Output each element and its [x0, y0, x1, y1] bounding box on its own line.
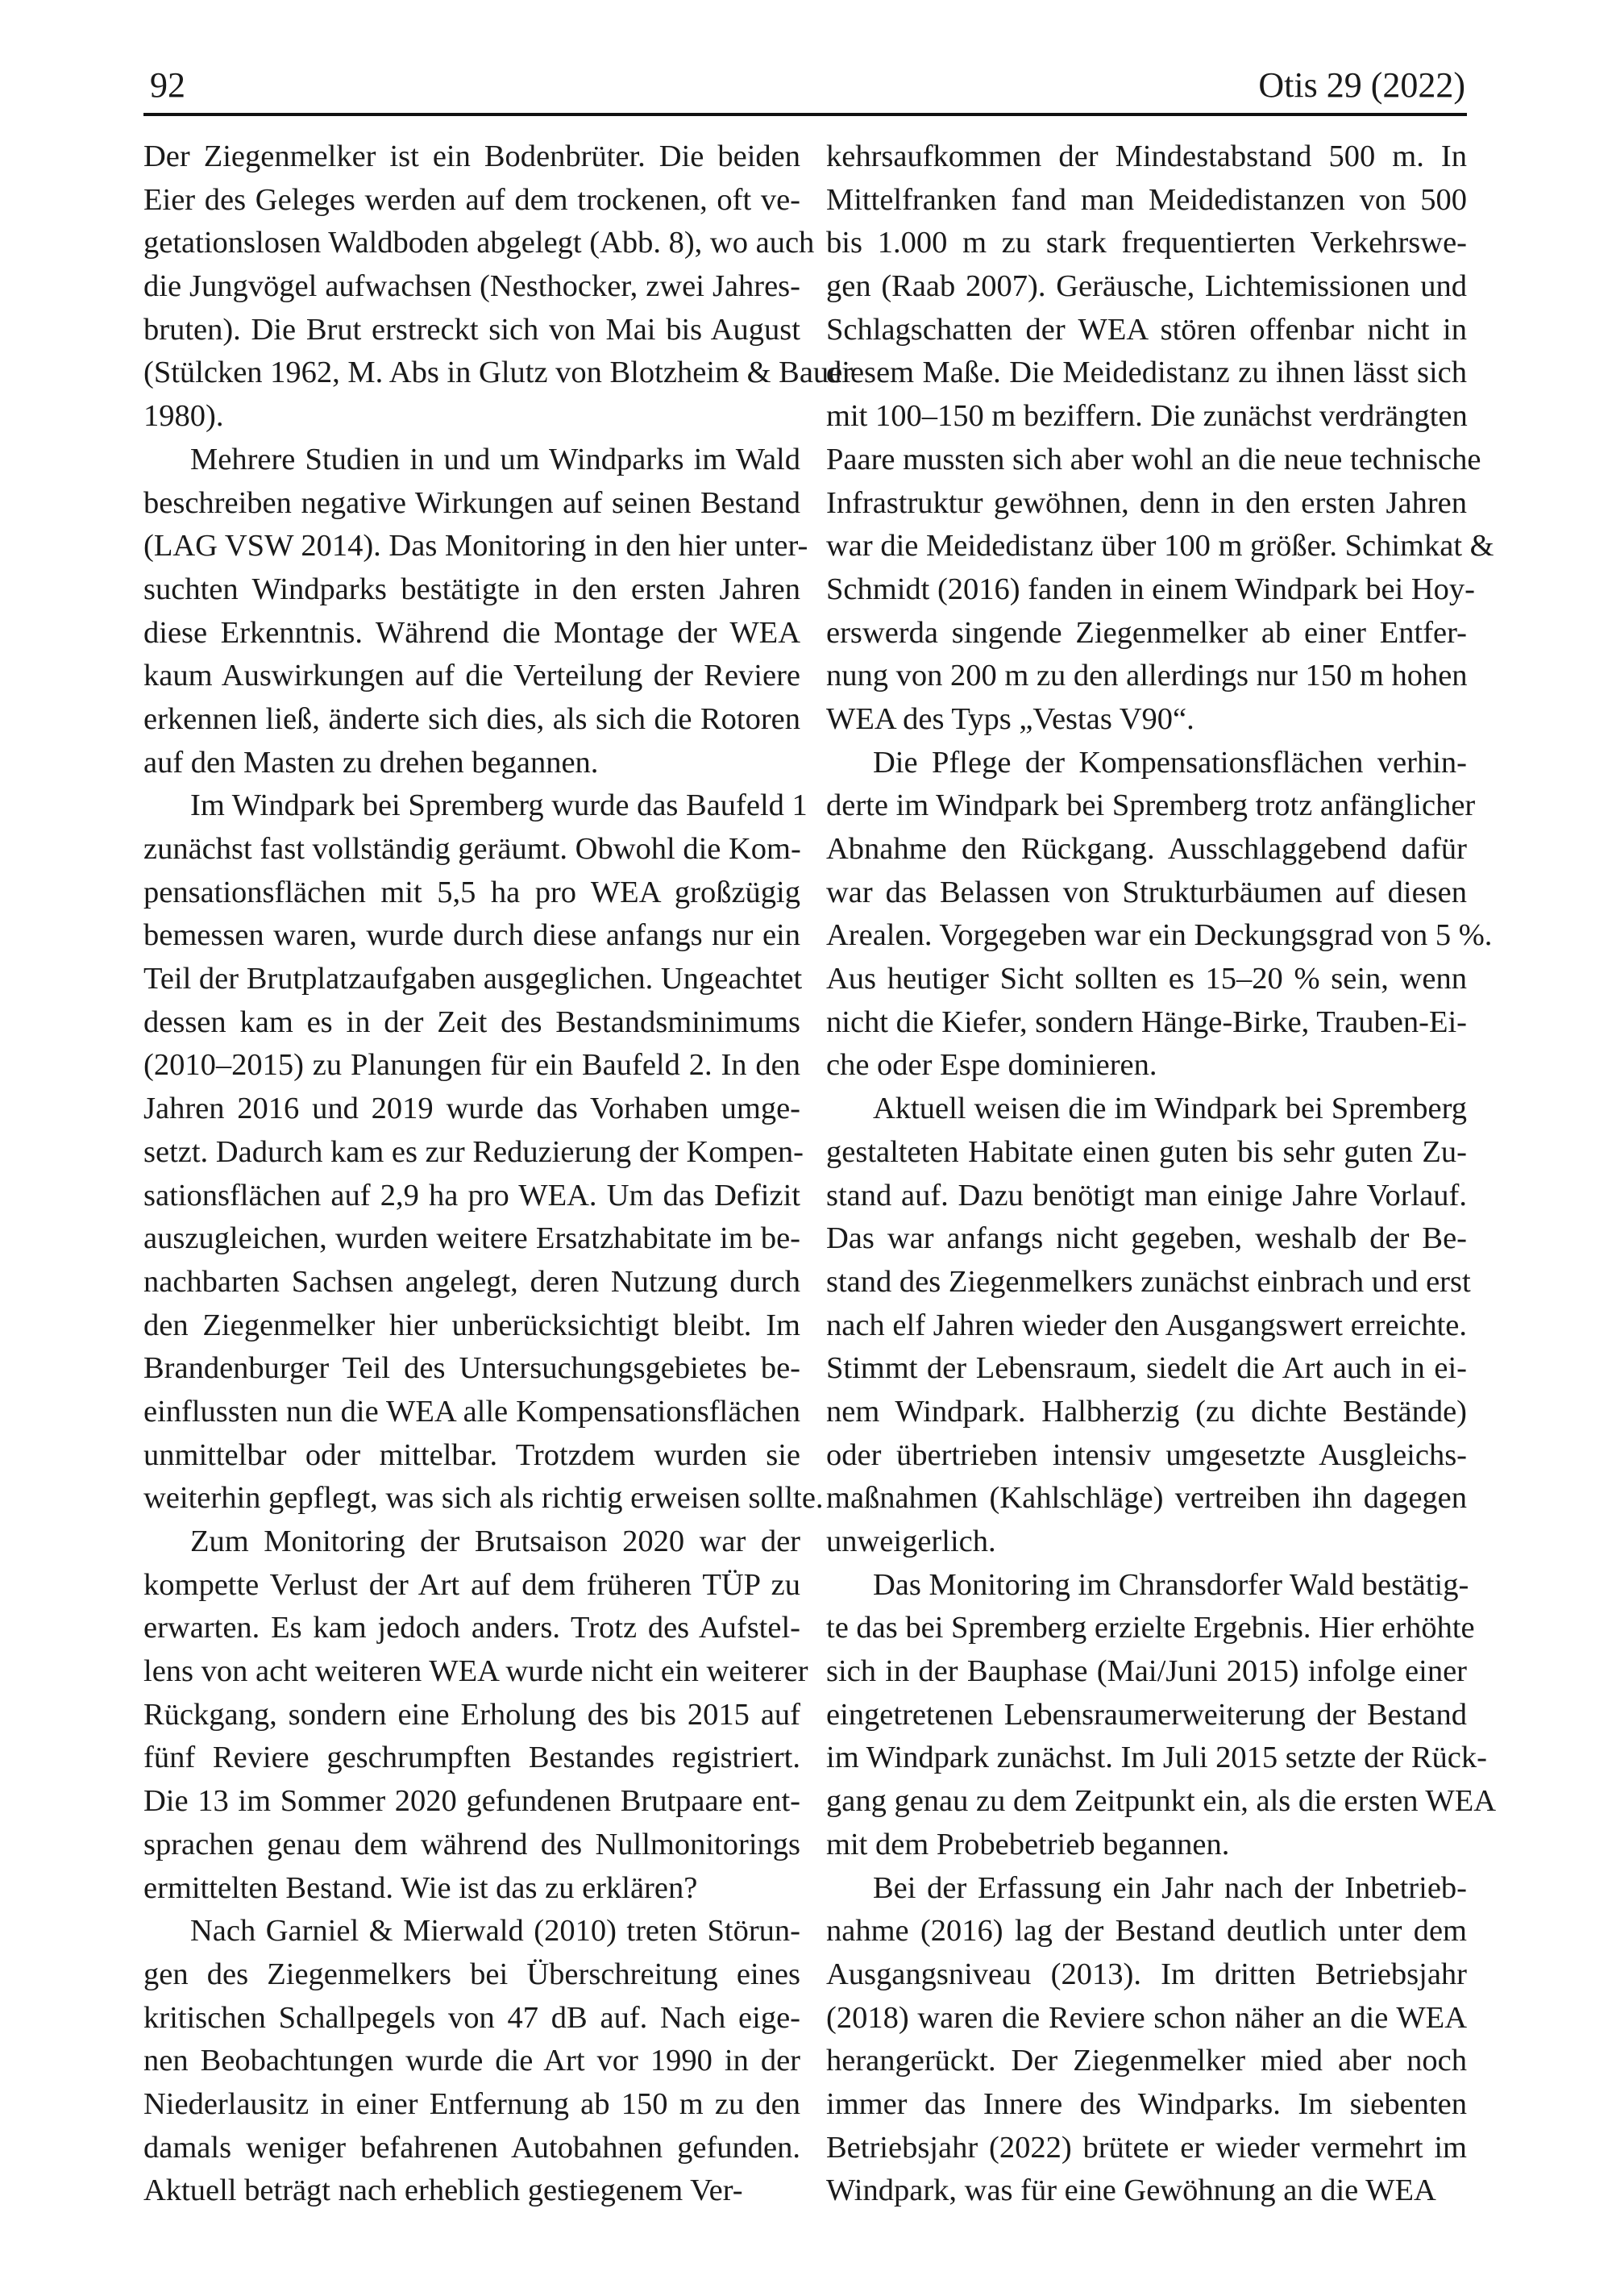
text-line: Mehrere Studien in und um Windparks im Wald: [190, 442, 800, 476]
text-line: Aus heutiger Sicht sollten es 15–20 % sein, wenn: [826, 962, 1467, 996]
text-line: Nach Garniel & Mierwald (2010) treten Störun-: [190, 1914, 800, 1949]
text-line: Im Windpark bei Spremberg wurde das Baufeld 1: [190, 788, 808, 823]
text-line: mit 100–150 m beziffern. Die zunächst verdrängten: [826, 399, 1468, 434]
text-line: lens von acht weiteren WEA wurde nicht ein weiterer: [143, 1654, 808, 1689]
text-line: erkennen ließ, änderte sich dies, als sich die Rotoren: [143, 701, 800, 736]
text-line: bis 1.000 m zu stark frequentierten Verkehrswe-: [826, 226, 1467, 260]
text-line: war das Belassen von Strukturbäumen auf diesen: [826, 875, 1467, 909]
text-line: derte im Windpark bei Spremberg trotz anfänglicher: [826, 788, 1476, 823]
text-line: Zum Monitoring der Brutsaison 2020 war der: [190, 1524, 800, 1558]
text-line: Teil der Brutplatzaufgaben ausgeglichen. Ungeachtet: [143, 962, 803, 996]
text-line: den Ziegenmelker hier unberücksichtigt bleibt. Im: [143, 1308, 800, 1342]
text-line: sprachen genau dem während des Nullmonitorings: [143, 1827, 800, 1861]
paragraph: [143, 1910, 800, 2213]
text-line: erswerda singende Ziegenmelker ab einer Entfer-: [826, 615, 1467, 650]
text-line: stand auf. Dazu benötigt man einige Jahre Vorlauf.: [826, 1178, 1467, 1212]
paragraph: [143, 439, 808, 785]
text-line: Niederlausitz in einer Entfernung ab 150 m zu den: [143, 2086, 800, 2121]
text-line: eingetretenen Lebensraumerweiterung der Bestand: [826, 1697, 1467, 1732]
text-line: auf den Masten zu drehen begannen.: [143, 745, 599, 780]
text-line: kaum Auswirkungen auf die Verteilung der Reviere: [143, 659, 800, 693]
right-column: [826, 135, 1497, 2213]
text-line: zunächst fast vollständig geräumt. Obwohl die Kom-: [143, 832, 801, 866]
text-line: Das war anfangs nicht gegeben, weshalb der Be-: [826, 1221, 1467, 1256]
text-line: Die Pflege der Kompensationsflächen verhin-: [873, 745, 1467, 780]
text-line: unmittelbar oder mittelbar. Trotzdem wurden sie: [143, 1437, 800, 1472]
text-line: kritischen Schallpegels von 47 dB auf. Nach eige-: [143, 2000, 800, 2035]
text-line: te das bei Spremberg erzielte Ergebnis. Hier erhöhte: [826, 1611, 1475, 1645]
text-line: Schlagschatten der WEA stören offenbar nicht in: [826, 312, 1467, 347]
text-line: gang genau zu dem Zeitpunkt ein, als die ersten WEA: [826, 1784, 1497, 1819]
text-line: im Windpark zunächst. Im Juli 2015 setzte der Rück-: [826, 1741, 1487, 1775]
text-line: Schmidt (2016) fanden in einem Windpark bei Hoy-: [826, 572, 1475, 606]
text-line: Betriebsjahr (2022) brütete er wieder vermehrt im: [826, 2130, 1467, 2165]
text-line: setzt. Dadurch kam es zur Reduzierung der Kompen-: [143, 1134, 804, 1169]
text-line: sich in der Bauphase (Mai/Juni 2015) infolge einer: [826, 1654, 1467, 1689]
text-line: (2010–2015) zu Planungen für ein Baufeld 2. In den: [143, 1048, 800, 1083]
text-line: auszugleichen, wurden weitere Ersatzhabitate im be-: [143, 1221, 800, 1256]
text-line: ermittelten Bestand. Wie ist das zu erklären?: [143, 1870, 698, 1905]
text-line: gestalteten Habitate einen guten bis sehr guten Zu-: [826, 1134, 1467, 1169]
text-line: Paare mussten sich aber wohl an die neue technische: [826, 442, 1481, 476]
paragraph: [143, 135, 854, 439]
text-line: nem Windpark. Halbherzig (zu dichte Bestände): [826, 1394, 1467, 1429]
text-line: pensationsflächen mit 5,5 ha pro WEA großzügig: [143, 875, 800, 909]
text-line: erwarten. Es kam jedoch anders. Trotz des Aufstel-: [143, 1611, 800, 1645]
paragraph: [826, 742, 1493, 1088]
text-line: Die 13 im Sommer 2020 gefundenen Brutpaare ent-: [143, 1784, 800, 1819]
text-line: suchten Windparks bestätigte in den ersten Jahren: [143, 572, 800, 606]
text-line: Bei der Erfassung ein Jahr nach der Inbetrieb-: [873, 1870, 1467, 1905]
text-line: dessen kam es in der Zeit des Bestandsminimums: [143, 1004, 800, 1039]
journal-citation: Otis 29 (2022): [1258, 65, 1465, 105]
text-line: WEA des Typs „Vestas V90“.: [826, 701, 1194, 736]
running-header: [143, 58, 1467, 114]
text-line: die Jungvögel aufwachsen (Nesthocker, zwei Jahres-: [143, 269, 800, 304]
text-line: Ausgangsniveau (2013). Im dritten Betriebsjahr: [826, 1957, 1467, 1991]
text-line: 1980).: [143, 399, 224, 434]
text-line: herangerückt. Der Ziegenmelker mied aber noch: [826, 2044, 1467, 2078]
text-line: bruten). Die Brut erstreckt sich von Mai bis August: [143, 312, 800, 347]
text-line: Jahren 2016 und 2019 wurde das Vorhaben umge-: [143, 1092, 800, 1126]
left-column: [143, 135, 854, 2213]
text-line: einflussten nun die WEA alle Kompensationsflächen: [143, 1394, 800, 1429]
paragraph: [143, 1520, 808, 1910]
text-line: weiterhin gepflegt, was sich als richtig erweisen sollte.: [143, 1481, 824, 1516]
text-line: maßnahmen (Kahlschläge) vertreiben ihn dagegen: [826, 1481, 1467, 1516]
paragraph: [826, 1867, 1467, 2214]
paragraph: [826, 1564, 1497, 1867]
text-line: stand des Ziegenmelkers zunächst einbrach und erst: [826, 1264, 1471, 1299]
text-line: Brandenburger Teil des Untersuchungsgebietes be-: [143, 1351, 800, 1386]
text-line: war die Meidedistanz über 100 m größer. Schimkat &: [826, 529, 1494, 564]
text-line: Abnahme den Rückgang. Ausschlaggebend dafür: [826, 832, 1467, 866]
text-line: kehrsaufkommen der Mindestabstand 500 m. In: [826, 139, 1467, 173]
text-line: (2018) waren die Reviere schon näher an die WEA: [826, 2000, 1467, 2035]
paragraph: [826, 135, 1494, 742]
text-line: diese Erkenntnis. Während die Montage der WEA: [143, 615, 800, 650]
text-line: Der Ziegenmelker ist ein Bodenbrüter. Die beiden: [143, 139, 800, 173]
text-line: bemessen waren, wurde durch diese anfangs nur ein: [143, 918, 800, 953]
text-line: gen (Raab 2007). Geräusche, Lichtemissionen und: [826, 269, 1467, 304]
paragraph: [826, 1088, 1471, 1564]
text-line: (LAG VSW 2014). Das Monitoring in den hier unter-: [143, 529, 808, 564]
text-line: nach elf Jahren wieder den Ausgangswert erreichte.: [826, 1308, 1467, 1342]
text-line: oder übertrieben intensiv umgesetzte Ausgleichs-: [826, 1437, 1467, 1472]
text-line: Aktuell weisen die im Windpark bei Spremberg: [873, 1092, 1467, 1126]
text-line: Infrastruktur gewöhnen, denn in den ersten Jahren: [826, 485, 1467, 520]
text-line: kompette Verlust der Art auf dem früheren TÜP zu: [143, 1567, 800, 1602]
text-line: mit dem Probebetrieb begannen.: [826, 1827, 1230, 1861]
text-line: fünf Reviere geschrumpften Bestandes registriert.: [143, 1741, 800, 1775]
text-line: Rückgang, sondern eine Erholung des bis 2015 auf: [143, 1697, 800, 1732]
text-line: Arealen. Vorgegeben war ein Deckungsgrad von 5 %.: [826, 918, 1493, 953]
text-line: immer das Innere des Windparks. Im siebenten: [826, 2086, 1467, 2121]
text-line: diesem Maße. Die Meidedistanz zu ihnen lässt sich: [826, 356, 1467, 390]
paragraph: [143, 784, 824, 1520]
text-line: nahme (2016) lag der Bestand deutlich unter dem: [826, 1914, 1467, 1949]
text-line: Stimmt der Lebensraum, siedelt die Art auch in ei-: [826, 1351, 1467, 1386]
text-line: damals weniger befahrenen Autobahnen gefunden.: [143, 2130, 800, 2165]
page-number: 92: [150, 65, 185, 105]
text-line: sationsflächen auf 2,9 ha pro WEA. Um das Defizit: [143, 1178, 800, 1212]
text-line: getationslosen Waldboden abgelegt (Abb. 8), wo auch: [143, 226, 815, 260]
text-line: Mittelfranken fand man Meidedistanzen von 500: [826, 182, 1467, 217]
text-line: nung von 200 m zu den allerdings nur 150 m hohen: [826, 659, 1468, 693]
text-line: che oder Espe dominieren.: [826, 1048, 1157, 1083]
text-line: nen Beobachtungen wurde die Art vor 1990 in der: [143, 2044, 800, 2078]
text-line: (Stülcken 1962, M. Abs in Glutz von Blotzheim & Bauer: [143, 356, 854, 390]
text-line: Das Monitoring im Chransdorfer Wald bestätig-: [873, 1567, 1469, 1602]
header-rule: [143, 113, 1467, 116]
text-line: Eier des Geleges werden auf dem trockenen, oft ve-: [143, 182, 800, 217]
text-line: nachbarten Sachsen angelegt, deren Nutzung durch: [143, 1264, 800, 1299]
text-line: beschreiben negative Wirkungen auf seinen Bestand: [143, 485, 800, 520]
text-line: gen des Ziegenmelkers bei Überschreitung eines: [143, 1957, 800, 1991]
text-line: Aktuell beträgt nach erheblich gestiegenem Ver-: [143, 2173, 743, 2208]
text-line: nicht die Kiefer, sondern Hänge-Birke, Trauben-Ei-: [826, 1004, 1467, 1039]
text-line: Windpark, was für eine Gewöhnung an die WEA: [826, 2173, 1436, 2208]
text-line: unweigerlich.: [826, 1524, 996, 1558]
